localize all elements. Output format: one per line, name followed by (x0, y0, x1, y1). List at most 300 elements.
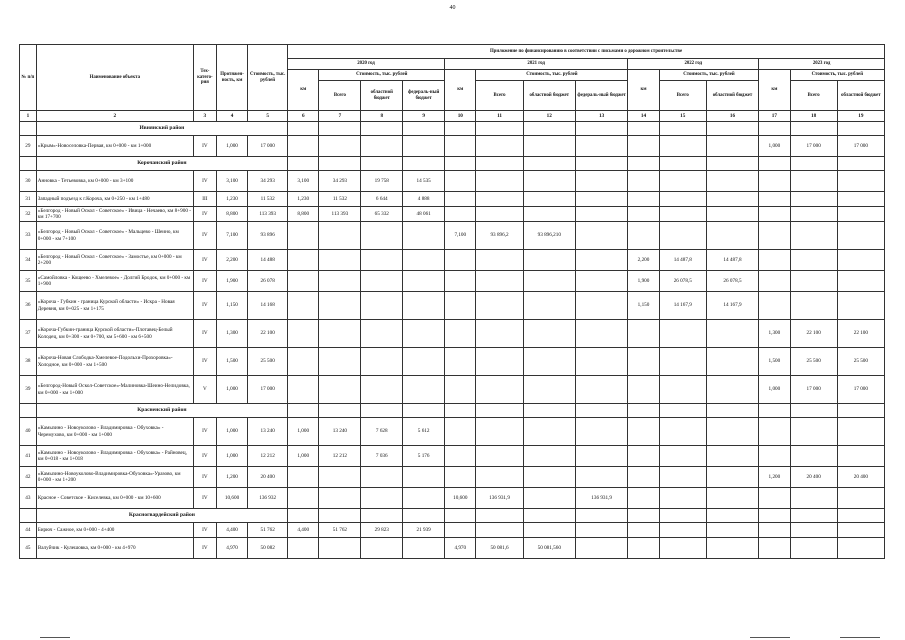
empty-cell (837, 509, 884, 523)
financing-cell (575, 320, 627, 348)
financing-cell (659, 446, 706, 467)
financing-cell: 7 628 (361, 418, 403, 446)
road-cost: 20 400 (248, 467, 288, 488)
object-name: Красное - Советское - Киселевка, км 0+000 - км 10+600 (36, 488, 193, 509)
financing-cell (319, 250, 361, 271)
column-number: 11 (476, 111, 523, 122)
empty-cell (523, 122, 575, 136)
empty-cell (403, 122, 445, 136)
table-row (20, 488, 885, 509)
empty-cell (706, 157, 758, 171)
empty-cell (319, 157, 361, 171)
district-name: Корочанский район (36, 157, 287, 171)
road-cost: 51 762 (248, 523, 288, 538)
financing-cell (790, 292, 837, 320)
financing-cell: 113 393 (319, 207, 361, 222)
empty-cell (476, 122, 523, 136)
row-number: 33 (20, 222, 37, 250)
financing-cell (575, 207, 627, 222)
financing-cell: 1,000 (759, 376, 790, 404)
financing-cell (523, 271, 575, 292)
financing-cell (476, 250, 523, 271)
financing-cell (706, 207, 758, 222)
row-number: 41 (20, 446, 37, 467)
financing-cell (759, 446, 790, 467)
financing-cell: 136 931,9 (476, 488, 523, 509)
financing-cell: 1,000 (288, 418, 319, 446)
financing-cell: 50 081,560 (523, 538, 575, 559)
district-name: Красненский район (36, 404, 287, 418)
empty-cell (837, 404, 884, 418)
road-category: V (193, 376, 216, 404)
financing-cell: 1,230 (288, 192, 319, 207)
empty-cell (403, 404, 445, 418)
financing-cell (628, 376, 659, 404)
financing-cell (445, 320, 476, 348)
cost-label-header: Стоимость, тыс. рублей (476, 70, 628, 81)
financing-cell (445, 207, 476, 222)
district-cell-empty (20, 157, 37, 171)
empty-cell (706, 404, 758, 418)
row-number: 38 (20, 348, 37, 376)
financing-cell (575, 523, 627, 538)
financing-cell (790, 171, 837, 192)
column-number: 2 (36, 111, 193, 122)
year-2022-header: 2022 год (628, 59, 759, 70)
road-length: 1,900 (216, 271, 247, 292)
financing-cell (659, 376, 706, 404)
row-number: 31 (20, 192, 37, 207)
empty-cell (445, 157, 476, 171)
table-row (20, 467, 885, 488)
object-name: «Самойловка - Кощеево - Хмелевое» - Долгий Бродок, км 0+000 - км 1+900 (36, 271, 193, 292)
financing-cell: 25 500 (790, 348, 837, 376)
road-category: IV (193, 467, 216, 488)
empty-cell (523, 509, 575, 523)
object-name: Валуйчик - Кулешовка, км 0+000 - км 4+970 (36, 538, 193, 559)
table-row (20, 376, 885, 404)
object-name: «Камызино-Новоуколово-Владимировка-Обуховка»-Уразово, км 0+000 - км 1+200 (36, 467, 193, 488)
financing-cell: 5 612 (403, 418, 445, 446)
financing-cell (759, 250, 790, 271)
financing-cell (523, 418, 575, 446)
financing-cell (361, 292, 403, 320)
road-category: IV (193, 250, 216, 271)
column-number: 7 (319, 111, 361, 122)
table-row (20, 446, 885, 467)
road-cost: 12 212 (248, 446, 288, 467)
financing-cell (476, 348, 523, 376)
financing-cell (759, 271, 790, 292)
road-length: 10,600 (216, 488, 247, 509)
km-header: км (445, 70, 476, 111)
road-category: IV (193, 418, 216, 446)
financing-cell (445, 292, 476, 320)
row-number: 29 (20, 136, 37, 157)
financing-cell (403, 250, 445, 271)
financing-cell (628, 192, 659, 207)
column-number: 15 (659, 111, 706, 122)
financing-cell (445, 376, 476, 404)
financing-cell (476, 292, 523, 320)
column-number: 8 (361, 111, 403, 122)
column-number: 1 (20, 111, 37, 122)
financing-cell (523, 207, 575, 222)
row-number: 43 (20, 488, 37, 509)
road-length: 1,500 (216, 348, 247, 376)
financing-cell: 10,600 (445, 488, 476, 509)
financing-cell (288, 320, 319, 348)
financing-cell (759, 538, 790, 559)
financing-cell (523, 488, 575, 509)
financing-cell (706, 192, 758, 207)
table-row (20, 320, 885, 348)
financing-cell: 13 240 (319, 418, 361, 446)
financing-cell (628, 207, 659, 222)
regional-header: областной бюджет (837, 81, 884, 111)
footer-lines (0, 634, 905, 638)
financing-cell (361, 320, 403, 348)
object-name: «Белгород - Новый Оскол - Советское» - Ивица - Нечаево, км 8+900 - км 17+700 (36, 207, 193, 222)
financing-cell (659, 467, 706, 488)
empty-cell (523, 157, 575, 171)
financing-cell: 12 212 (319, 446, 361, 467)
table-row (20, 292, 885, 320)
financing-cell (706, 418, 758, 446)
column-number: 4 (216, 111, 247, 122)
financing-cell (837, 538, 884, 559)
financing-cell (361, 222, 403, 250)
column-number: 10 (445, 111, 476, 122)
district-cell-empty (20, 122, 37, 136)
financing-cell (361, 136, 403, 157)
row-number: 44 (20, 523, 37, 538)
financing-cell (476, 192, 523, 207)
regional-header: областной бюджет (361, 81, 403, 111)
financing-cell (659, 192, 706, 207)
road-cost: 17 000 (248, 376, 288, 404)
financing-cell (403, 320, 445, 348)
financing-cell (790, 271, 837, 292)
financing-cell: 20 400 (790, 467, 837, 488)
financing-cell (790, 446, 837, 467)
financing-cell: 29 823 (361, 523, 403, 538)
financing-cell: 14 535 (403, 171, 445, 192)
financing-cell (523, 376, 575, 404)
financing-cell (445, 271, 476, 292)
financing-cell (837, 250, 884, 271)
row-number: 30 (20, 171, 37, 192)
financing-cell: 4 888 (403, 192, 445, 207)
financing-cell (575, 192, 627, 207)
road-category: III (193, 192, 216, 207)
row-number: 40 (20, 418, 37, 446)
empty-cell (759, 404, 790, 418)
financing-cell (403, 136, 445, 157)
financing-table (19, 44, 885, 559)
km-header: км (759, 70, 790, 111)
financing-cell (445, 348, 476, 376)
empty-cell (445, 122, 476, 136)
district-row (20, 157, 885, 171)
road-category: IV (193, 320, 216, 348)
row-number: 39 (20, 376, 37, 404)
financing-cell: 7 036 (361, 446, 403, 467)
road-length: 7,100 (216, 222, 247, 250)
financing-cell (319, 271, 361, 292)
empty-cell (445, 404, 476, 418)
road-cost: 22 100 (248, 320, 288, 348)
financing-cell (476, 376, 523, 404)
column-number: 5 (248, 111, 288, 122)
empty-cell (476, 509, 523, 523)
financing-cell (706, 523, 758, 538)
empty-cell (759, 157, 790, 171)
financing-cell (790, 222, 837, 250)
financing-cell: 20 400 (837, 467, 884, 488)
financing-cell (659, 538, 706, 559)
financing-cell (837, 171, 884, 192)
financing-cell: 1,300 (759, 320, 790, 348)
road-cost: 17 000 (248, 136, 288, 157)
financing-cell (837, 192, 884, 207)
road-cost: 25 500 (248, 348, 288, 376)
financing-cell (523, 136, 575, 157)
total-header: Всего (659, 81, 706, 111)
district-row (20, 509, 885, 523)
financing-cell (837, 446, 884, 467)
financing-cell (628, 418, 659, 446)
empty-cell (361, 509, 403, 523)
km-header: км (628, 70, 659, 111)
empty-cell (659, 404, 706, 418)
object-name: Анновка - Тетьевовка, км 0+000 - км 3+100 (36, 171, 193, 192)
financing-cell: 1,900 (628, 271, 659, 292)
road-category: IV (193, 538, 216, 559)
financing-cell (523, 467, 575, 488)
financing-cell (790, 523, 837, 538)
financing-cell (319, 488, 361, 509)
financing-cell: 6 644 (361, 192, 403, 207)
total-header: Всего (319, 81, 361, 111)
table-row (20, 348, 885, 376)
financing-cell (706, 171, 758, 192)
financing-cell: 11 532 (319, 192, 361, 207)
col-no-header: № п/п (20, 45, 37, 111)
financing-cell: 1,200 (759, 467, 790, 488)
row-number: 34 (20, 250, 37, 271)
financing-cell (659, 222, 706, 250)
empty-cell (403, 509, 445, 523)
financing-cell (445, 171, 476, 192)
financing-cell (445, 467, 476, 488)
financing-cell (445, 523, 476, 538)
object-name: «Камызино - Новоуколово - Владимировка - Обуховка» - Черемухово, км 0+000 - км 1+000 (36, 418, 193, 446)
financing-cell (628, 348, 659, 376)
district-name: Красногвардейский район (36, 509, 287, 523)
page-number: 40 (449, 5, 456, 11)
financing-cell (445, 446, 476, 467)
empty-cell (628, 509, 659, 523)
road-length: 1,000 (216, 376, 247, 404)
financing-cell: 93 896,210 (523, 222, 575, 250)
financing-cell (706, 488, 758, 509)
financing-cell (790, 538, 837, 559)
financing-cell (759, 207, 790, 222)
financing-cell: 21 939 (403, 523, 445, 538)
total-header: Всего (476, 81, 523, 111)
financing-cell: 17 000 (790, 136, 837, 157)
empty-cell (628, 404, 659, 418)
financing-cell (575, 136, 627, 157)
financing-cell (706, 320, 758, 348)
road-length: 8,800 (216, 207, 247, 222)
financing-cell (759, 171, 790, 192)
financing-cell (706, 467, 758, 488)
row-number: 42 (20, 467, 37, 488)
empty-cell (476, 404, 523, 418)
road-category: IV (193, 207, 216, 222)
financing-cell (628, 320, 659, 348)
financing-cell (403, 467, 445, 488)
financing-cell: 14 487,8 (706, 250, 758, 271)
road-length: 1,000 (216, 136, 247, 157)
financing-cell (361, 271, 403, 292)
empty-cell (575, 122, 627, 136)
financing-cell (837, 292, 884, 320)
financing-cell (575, 222, 627, 250)
financing-cell (837, 418, 884, 446)
financing-cell (659, 523, 706, 538)
road-category: IV (193, 523, 216, 538)
financing-cell (837, 523, 884, 538)
object-name: «Короча-Губкин-граница Курской области»-Плотавец-Белый Колодец, км 0+300 - км 0+700, км 5+600 - км 6+500 (36, 320, 193, 348)
road-category: IV (193, 222, 216, 250)
road-length: 4,970 (216, 538, 247, 559)
empty-cell (361, 157, 403, 171)
road-cost: 13 240 (248, 418, 288, 446)
object-name: Западный подъезд к г.Короча, км 0+250 - км 1+480 (36, 192, 193, 207)
empty-cell (659, 157, 706, 171)
financing-cell (476, 523, 523, 538)
object-name: «Камызино - Новоуколово - Владимировка - Обуховка» - Райновец, км 0+018 - км 1+018 (36, 446, 193, 467)
financing-cell (523, 171, 575, 192)
object-name: «Крым»-Новоселовка-Первая, км 0+000 - км 1+000 (36, 136, 193, 157)
financing-cell (628, 467, 659, 488)
financing-cell: 7,100 (445, 222, 476, 250)
financing-cell (706, 348, 758, 376)
financing-cell: 65 332 (361, 207, 403, 222)
financing-cell (361, 467, 403, 488)
total-header: Всего (790, 81, 837, 111)
financing-cell: 4,970 (445, 538, 476, 559)
road-length: 1,000 (216, 418, 247, 446)
financing-cell: 17 000 (837, 376, 884, 404)
road-cost: 93 896 (248, 222, 288, 250)
table-row (20, 192, 885, 207)
financing-cell (403, 292, 445, 320)
empty-cell (706, 122, 758, 136)
financing-cell (575, 250, 627, 271)
empty-cell (659, 122, 706, 136)
financing-cell (523, 292, 575, 320)
financing-cell (575, 292, 627, 320)
financing-cell (575, 271, 627, 292)
road-category: IV (193, 488, 216, 509)
financing-cell: 51 762 (319, 523, 361, 538)
financing-cell (403, 271, 445, 292)
regional-header: областной бюджет (706, 81, 758, 111)
financing-cell (659, 207, 706, 222)
object-name: «Короча - Губкин - граница Курской области» - Искра - Новая Деревня, км 0+025 - км 1+175 (36, 292, 193, 320)
financing-cell (523, 192, 575, 207)
road-category: IV (193, 136, 216, 157)
road-cost: 14 488 (248, 250, 288, 271)
empty-cell (319, 122, 361, 136)
road-length: 1,300 (216, 320, 247, 348)
financing-cell (476, 136, 523, 157)
financing-cell (706, 538, 758, 559)
financing-cell (837, 271, 884, 292)
financing-cell (575, 348, 627, 376)
financing-cell (790, 192, 837, 207)
empty-cell (575, 509, 627, 523)
year-2021-header: 2021 год (445, 59, 628, 70)
regional-header: областной бюджет (523, 81, 575, 111)
financing-cell (403, 376, 445, 404)
column-number: 3 (193, 111, 216, 122)
km-header: км (288, 70, 319, 111)
financing-cell (659, 320, 706, 348)
financing-cell: 14 167,9 (659, 292, 706, 320)
road-category: IV (193, 348, 216, 376)
empty-cell (288, 404, 319, 418)
financing-cell (319, 320, 361, 348)
district-cell-empty (20, 404, 37, 418)
empty-cell (790, 404, 837, 418)
district-row (20, 404, 885, 418)
financing-cell (403, 538, 445, 559)
financing-cell: 136 931,9 (575, 488, 627, 509)
col-name-header: Наименование объекта (36, 45, 193, 111)
table-row (20, 523, 885, 538)
road-length: 1,200 (216, 467, 247, 488)
cost-label-header: Стоимость, тыс. рублей (790, 70, 884, 81)
financing-cell (288, 376, 319, 404)
empty-cell (445, 509, 476, 523)
financing-cell: 19 758 (361, 171, 403, 192)
road-length: 4,400 (216, 523, 247, 538)
financing-cell (445, 192, 476, 207)
table-row (20, 250, 885, 271)
col-cost-header: Стоимость, тыс. рублей (248, 45, 288, 111)
empty-cell (403, 157, 445, 171)
empty-cell (759, 509, 790, 523)
financing-cell (361, 376, 403, 404)
road-category: IV (193, 271, 216, 292)
financing-cell (659, 136, 706, 157)
row-number: 32 (20, 207, 37, 222)
financing-cell (659, 348, 706, 376)
empty-cell (361, 404, 403, 418)
financing-cell (575, 446, 627, 467)
financing-cell (288, 222, 319, 250)
row-number: 36 (20, 292, 37, 320)
road-category: IV (193, 292, 216, 320)
financing-cell (837, 222, 884, 250)
road-category: IV (193, 171, 216, 192)
financing-cell: 26 078,5 (659, 271, 706, 292)
